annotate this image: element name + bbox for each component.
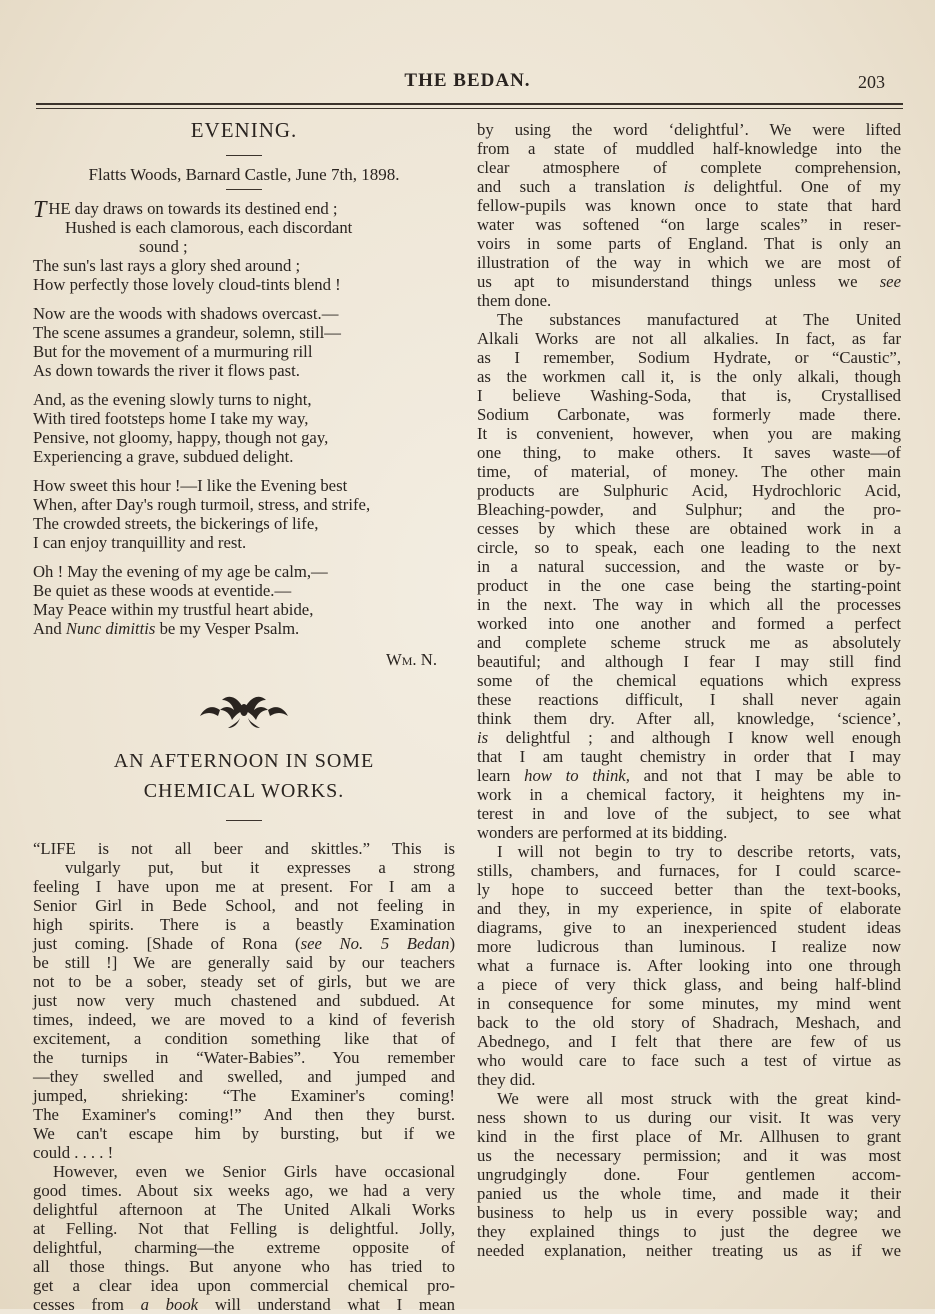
article-title-line2: CHEMICAL WORKS. bbox=[143, 780, 345, 802]
title-divider bbox=[226, 155, 262, 156]
text-line: ness shown to us during our visit. It was very bbox=[477, 1108, 901, 1127]
poem-line: T HE day draws on towards its destined end ; bbox=[33, 197, 338, 223]
poem-line: The sun's last rays a glory shed around ; bbox=[33, 256, 301, 275]
text-line: The Examiner's coming!” And then they burst. bbox=[33, 1105, 455, 1124]
text-line: good times. About six weeks ago, we had a very bbox=[33, 1181, 455, 1200]
text-line: and they, in my experience, in spite of elaborate bbox=[477, 899, 901, 918]
text-line: cesses from a book will understand what I mean bbox=[33, 1295, 455, 1314]
text-line: at Felling. Not that Felling is delightful. Jolly, bbox=[33, 1219, 455, 1238]
text-line: Alkali Works are not all alkalies. In fact, as far bbox=[477, 329, 901, 348]
poem-line: And Nunc dimittis be my Vesper Psalm. bbox=[33, 619, 300, 638]
text-line: some of the chemical equations which express bbox=[477, 671, 901, 690]
drop-cap-rest: HE bbox=[48, 199, 71, 218]
article-title-line1: AN AFTERNOON IN SOME bbox=[113, 750, 375, 772]
text-line: as I remember, Sodium Hydrate, or “Caustic”, bbox=[477, 348, 901, 367]
poem-line: When, after Day's rough turmoil, stress, and strife, bbox=[33, 495, 371, 514]
text-line: “LIFE is not all beer and skittles.” This is bbox=[33, 839, 455, 858]
text-line: stills, chambers, and furnaces, for I could scarce- bbox=[477, 861, 901, 880]
poem-line: Be quiet as these woods at eventide.— bbox=[33, 581, 292, 600]
text-line: just coming. [Shade of Rona (see No. 5 Bedan) bbox=[33, 934, 455, 953]
text-line: products are Sulphuric Acid, Hydrochloric Acid, bbox=[477, 481, 901, 500]
text-line: diagrams, give to an inexperienced student ideas bbox=[477, 918, 901, 937]
text-line: get a clear idea upon commercial chemical pro- bbox=[33, 1276, 455, 1295]
poem-stanza-3 bbox=[33, 390, 455, 466]
poem-line: sound ; bbox=[139, 237, 188, 256]
text-line: We can't escape him by bursting, but if we bbox=[33, 1124, 455, 1143]
text-line: jumped, shrieking: “The Examiner's coming! bbox=[33, 1086, 455, 1105]
text-line: not to be a sober, steady set of girls, but we are bbox=[33, 972, 455, 991]
text-line: fellow-pupils was known once to state that hard bbox=[477, 196, 901, 215]
text-line: water was softened “on large scales” in reser- bbox=[477, 215, 901, 234]
text-line: work in a chemical factory, it heightens my in- bbox=[477, 785, 901, 804]
poem-stanza-5 bbox=[33, 562, 455, 638]
drop-cap: T bbox=[33, 197, 47, 223]
text-line: I will not begin to try to describe retorts, vats, bbox=[497, 842, 901, 861]
poem-line: But for the movement of a murmuring rill bbox=[33, 342, 313, 361]
left-column bbox=[33, 116, 455, 1314]
text-line: Sodium Carbonate, was formerly made there. bbox=[477, 405, 901, 424]
text-line: in consequence for some minutes, my mind went bbox=[477, 994, 901, 1013]
text-line: and such a translation is delightful. One of my bbox=[477, 177, 901, 196]
text-line: the turnips in “Water-Babies”. You remember bbox=[33, 1048, 455, 1067]
page-number: 203 bbox=[858, 72, 885, 92]
text-line: just now very much chastened and subdued. At bbox=[33, 991, 455, 1010]
text-line: terest in and love of the subject, to see what bbox=[477, 804, 901, 823]
text-line: us apt to misunderstand things unless we see bbox=[477, 272, 901, 291]
poem-signature: Wm. N. bbox=[386, 650, 437, 669]
text-line: —they swelled and swelled, and jumped and bbox=[33, 1067, 455, 1086]
text-line: who would care to face such a test of virtue as bbox=[477, 1051, 901, 1070]
text-line: from a state of muddled half-knowledge into the bbox=[477, 139, 901, 158]
text-line: product in the one case being the starting-point bbox=[477, 576, 901, 595]
text-line: worked into one another and formed a perfect bbox=[477, 614, 901, 633]
text-line: these reactions difficult, I shall never again bbox=[477, 690, 901, 709]
text-line: time, of material, of money. The other main bbox=[477, 462, 901, 481]
text-line: delightful, charming—the extreme opposite of bbox=[33, 1238, 455, 1257]
text-line: needed explanation, neither treating us as if we bbox=[477, 1241, 901, 1260]
text-line: illustration of the way in which we are most of bbox=[477, 253, 901, 272]
text-line: vulgarly put, but it expresses a strong bbox=[65, 858, 455, 877]
poem-line: The scene assumes a grandeur, solemn, still— bbox=[33, 323, 341, 342]
text-line: think them dry. After all, knowledge, ‘science’, bbox=[477, 709, 901, 728]
text-line: business to help us in every possible way; and bbox=[477, 1203, 901, 1222]
poem-line: And, as the evening slowly turns to night, bbox=[33, 390, 312, 409]
text-line: high spirits. There is a beastly Examination bbox=[33, 915, 455, 934]
poem-line: Oh ! May the evening of my age be calm,— bbox=[33, 562, 328, 581]
text-line: in the next. The way in which all the processes bbox=[477, 595, 901, 614]
text-line: Bleaching-powder, and Sulphur; and the pro- bbox=[477, 500, 901, 519]
poem-stanza-2 bbox=[33, 304, 455, 380]
left-prose bbox=[33, 839, 455, 1314]
poem-stanza-4 bbox=[33, 476, 455, 552]
poem-line: How perfectly those lovely cloud-tints blend ! bbox=[33, 275, 341, 294]
poem-title: EVENING. bbox=[190, 118, 298, 142]
text-line: one thing, to make others. It saves waste—of bbox=[477, 443, 901, 462]
text-line: delightful afternoon at The United Alkali Works bbox=[33, 1200, 455, 1219]
text-line: what a furnace is. After looking into one through bbox=[477, 956, 901, 975]
text-line: them done. bbox=[477, 291, 552, 310]
text-line: more ludicrous than luminous. I realize now bbox=[477, 937, 901, 956]
poem-line: Now are the woods with shadows overcast.— bbox=[33, 304, 339, 323]
header-rule-thin bbox=[36, 108, 903, 109]
text-line: I believe Washing-Soda, that is, Crystallised bbox=[477, 386, 901, 405]
floral-ornament-icon bbox=[33, 688, 455, 736]
text-line: as the workmen call it, is the only alkali, though bbox=[477, 367, 901, 386]
poem-line: With tired footsteps home I take my way, bbox=[33, 409, 309, 428]
text-line: they explained things to just the degree we bbox=[477, 1222, 901, 1241]
text-line: voirs in some parts of England. That is only an bbox=[477, 234, 901, 253]
text-line: However, even we Senior Girls have occasional bbox=[53, 1162, 455, 1181]
text-line: be still !] We are generally said by our teachers bbox=[33, 953, 455, 972]
poem-line: Experiencing a grave, subdued delight. bbox=[33, 447, 294, 466]
text-line: times, indeed, we are moved to a kind of feverish bbox=[33, 1010, 455, 1029]
article-title-divider bbox=[226, 820, 262, 821]
text-line: wonders are performed at its bidding. bbox=[477, 823, 728, 842]
text-line: feeling I have upon me at present. For I am a bbox=[33, 877, 455, 896]
running-title: THE BEDAN. bbox=[404, 70, 531, 91]
poem-line: Hushed is each clamorous, each discordant bbox=[65, 218, 353, 237]
poem-line: As down towards the river it flows past. bbox=[33, 361, 300, 380]
text-line: excitement, a condition something like that of bbox=[33, 1029, 455, 1048]
right-column bbox=[477, 120, 901, 1260]
text-line: ly hope to succeed better than the text-books, bbox=[477, 880, 901, 899]
text-line: cesses by which these are obtained work in a bbox=[477, 519, 901, 538]
text-line: back to the old story of Shadrach, Meshach, and bbox=[477, 1013, 901, 1032]
text-line: We were all most struck with the great kind- bbox=[497, 1089, 901, 1108]
text-line: ungrudgingly done. Four gentlemen accom- bbox=[477, 1165, 901, 1184]
page-header bbox=[0, 70, 935, 96]
text-line: they did. bbox=[477, 1070, 536, 1089]
text-line: beautiful; and although I fear I may still find bbox=[477, 652, 901, 671]
text-line: The substances manufactured at The United bbox=[497, 310, 901, 329]
text-line: in a natural succession, and the waste or by- bbox=[477, 557, 901, 576]
poem-dateline: Flatts Woods, Barnard Castle, June 7th, 1898. bbox=[88, 165, 400, 184]
poem-line: May Peace within my trustful heart abide, bbox=[33, 600, 314, 619]
text-line: learn how to think, and not that I may be able to bbox=[477, 766, 902, 785]
text-line: could . . . . ! bbox=[33, 1143, 114, 1162]
text-line: is delightful ; and although I know well enough bbox=[477, 728, 901, 747]
article-title bbox=[33, 746, 455, 806]
poem-line: The crowded streets, the bickerings of life, bbox=[33, 514, 319, 533]
text-line: clear atmosphere of complete comprehension, bbox=[477, 158, 901, 177]
poem-line: Pensive, not gloomy, happy, though not gay, bbox=[33, 428, 329, 447]
text-line: It is convenient, however, when you are making bbox=[477, 424, 901, 443]
text-line: Abednego, and I felt that there are few of us bbox=[477, 1032, 901, 1051]
text-line: a piece of very thick glass, and being half-blind bbox=[477, 975, 901, 994]
dateline-divider bbox=[226, 189, 262, 190]
text-line: panied us the whole time, and made it their bbox=[477, 1184, 901, 1203]
text-line: all those things. But anyone who has tried to bbox=[33, 1257, 455, 1276]
text-line: Senior Girl in Bede School, and not feeling in bbox=[33, 896, 455, 915]
text-line: by using the word ‘delightful’. We were lifted bbox=[477, 120, 901, 139]
poem-line: How sweet this hour !—I like the Evening best bbox=[33, 476, 348, 495]
poem-line: I can enjoy tranquillity and rest. bbox=[33, 533, 247, 552]
text-line: and complete scheme struck me as absolutely bbox=[477, 633, 901, 652]
text-line: kind in the first place of Mr. Allhusen to grant bbox=[477, 1127, 901, 1146]
text-line: that I am taught chemistry in order that I may bbox=[477, 747, 901, 766]
right-prose bbox=[477, 120, 901, 1260]
text-line: circle, so to speak, each one leading to the next bbox=[477, 538, 901, 557]
poem-stanza-1 bbox=[33, 199, 455, 294]
text-line: us the necessary permission; and it was most bbox=[477, 1146, 901, 1165]
header-rule-thick bbox=[36, 103, 903, 105]
